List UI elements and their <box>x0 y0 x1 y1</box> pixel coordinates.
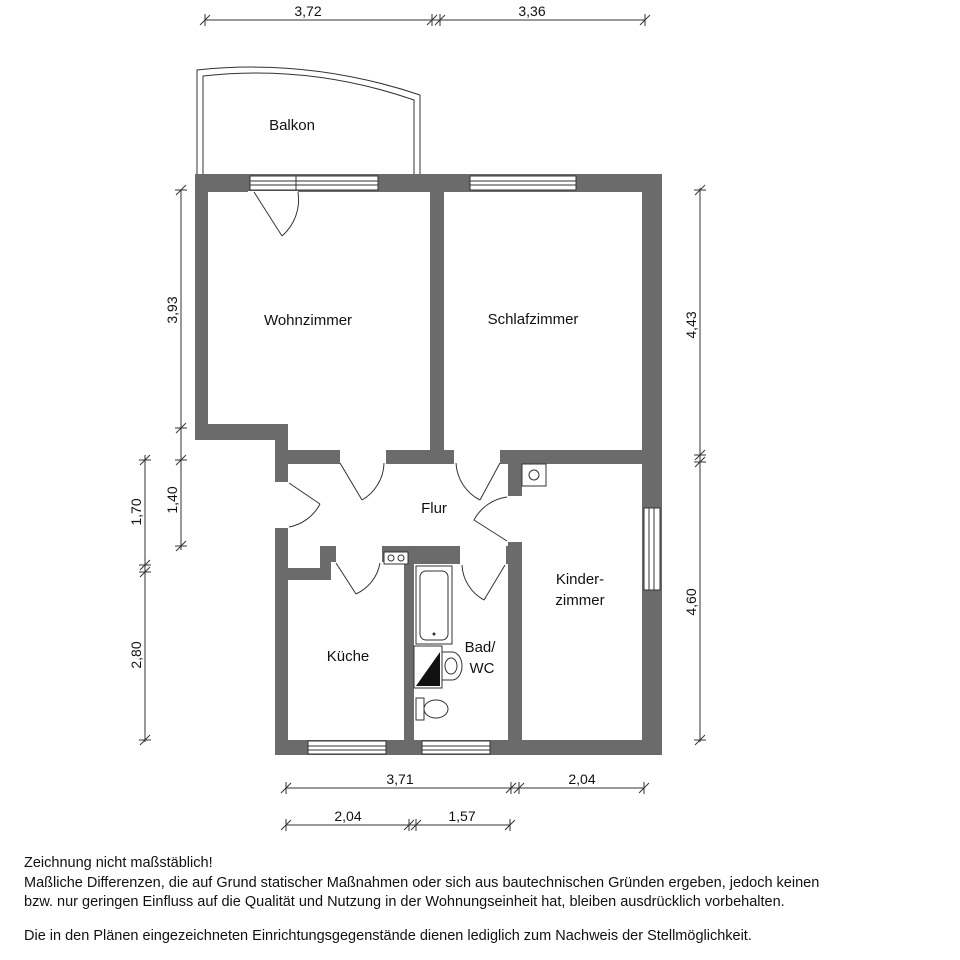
dim-bottom-row1-left: 3,71 <box>386 771 414 787</box>
dim-left-outer-mid: 1,70 <box>128 498 144 526</box>
dim-left-kueche: 2,80 <box>128 641 144 669</box>
note-deviations-2: bzw. nur geringen Einfluss auf die Qualität und Nutzung in der Wohnungseinheit hat, bleiben ausdrücklich vorbehalten. <box>24 894 785 910</box>
label-flur: Flur <box>421 500 447 517</box>
dim-top-right: 3,36 <box>518 3 546 19</box>
note-deviations-1: Maßliche Differenzen, die auf Grund statischer Maßnahmen oder sich aus bautechnischen Gründen ergeben, jedoch keinen <box>24 874 820 891</box>
dim-right-upper: 4,43 <box>683 311 699 339</box>
label-wohnzimmer: Wohnzimmer <box>263 312 353 329</box>
note-not-to-scale: Zeichnung nicht maßstäblich! <box>24 855 213 871</box>
dim-bottom-row1-right: 2,04 <box>568 771 596 787</box>
label-schlafzimmer: Schlafzimmer <box>487 311 579 328</box>
note-furnishings: Die in den Plänen eingezeichneten Einrichtungsgegenstände dienen lediglich zum Nachweis der Stellmöglichkeit. <box>24 927 752 944</box>
dim-right-lower: 4,60 <box>683 588 699 616</box>
dim-left-wohn: 3,93 <box>164 296 180 324</box>
label-kinderzimmer-1: Kinder- <box>555 571 605 588</box>
doors <box>248 191 522 600</box>
dim-bottom-row2-left: 2,04 <box>334 808 362 824</box>
windows <box>250 176 660 754</box>
disclaimer-notes <box>24 854 944 946</box>
dim-top-left: 3,72 <box>294 3 322 19</box>
label-balkon: Balkon <box>269 117 315 134</box>
dim-bottom-row2-right: 1,57 <box>448 808 476 824</box>
label-kueche: Küche <box>326 648 370 665</box>
dim-left-flur: 1,40 <box>164 486 180 514</box>
label-kinderzimmer-2: zimmer <box>555 592 605 609</box>
label-bad-2: WC <box>469 660 495 677</box>
label-bad-1: Bad/ <box>464 639 496 656</box>
